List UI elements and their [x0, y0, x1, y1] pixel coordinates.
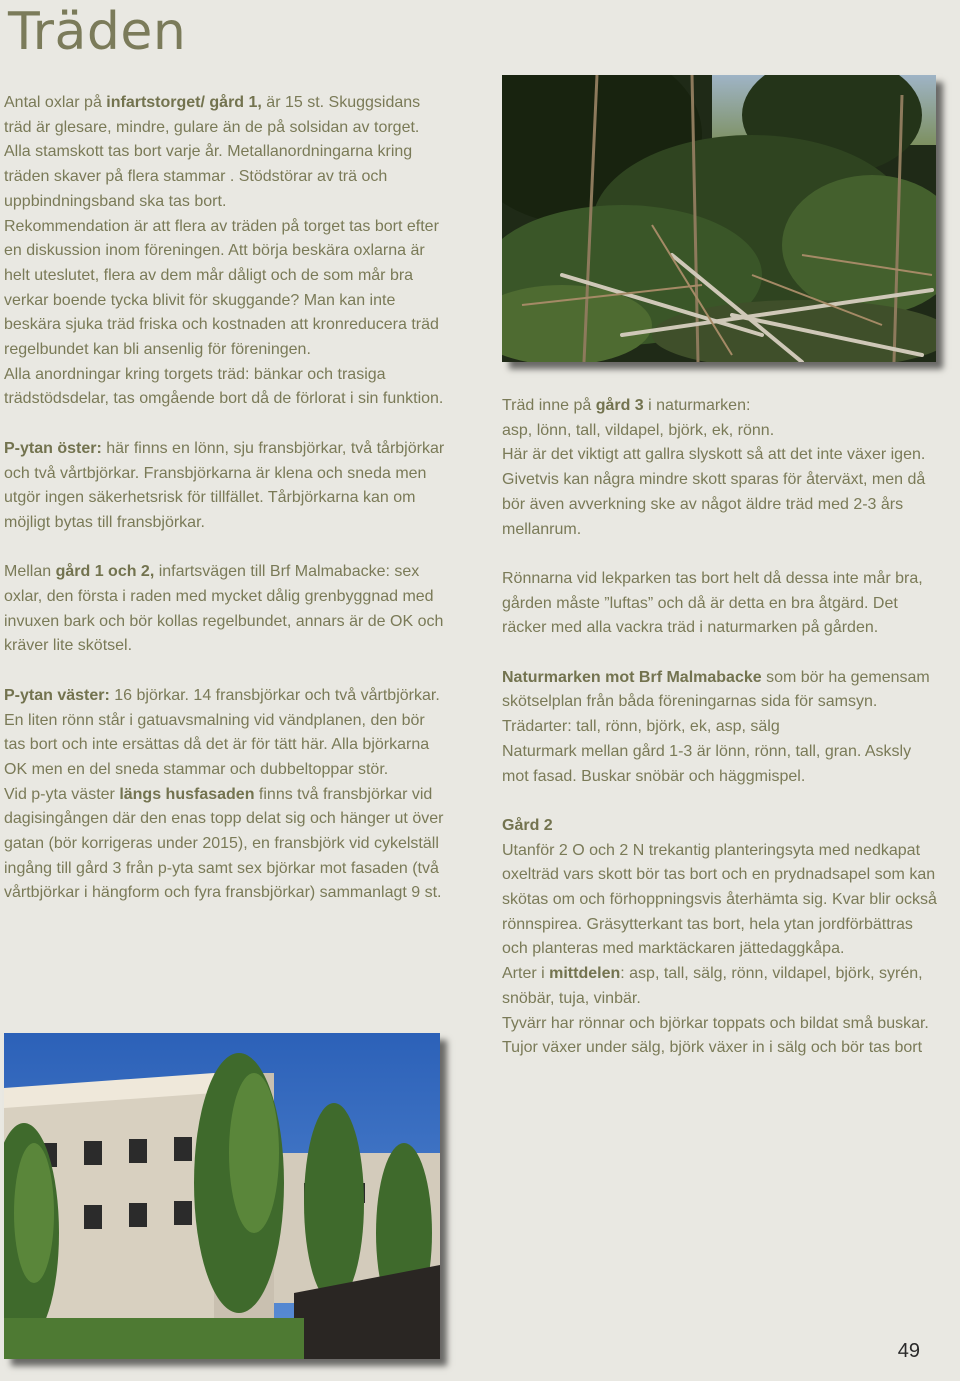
paragraph-rekommendation: Rekommendation är att flera av träden på torget tas bort efter en diskussion inom föreningen. Att börja beskära oxlarna är helt uteslutet, flera av dem mår dåligt och de som mår bra verkar boende tycka blivit för skuggande? Man kan inte beskära sjuka träd friska och kostnaden att kronreducera träd regelbundet kan bli ansenlig för föreningen.: [4, 217, 439, 359]
paragraph-utanfor: Utanför 2 O och 2 N trekantig planteringsyta med nedkapat oxelträd vars skott bör tas bort och en prydnadsapel som kan skötas om och förhoppningsvis återhämta sig. Kvar blir också rönnspirea. Gräsytterkant tas bort, hela ytan jordförbättras och planteras med marktäckaren jättedaggkåpa.: [502, 841, 937, 958]
right-text-column: [502, 394, 938, 1061]
paragraph-gard-3-heading: Träd inne på gård 3 i naturmarken:: [502, 397, 751, 414]
paragraph-tradarter: Trädarter: tall, rönn, björk, ek, asp, sälg: [502, 718, 780, 736]
paragraph-naturmark-mellan: Naturmark mellan gård 1-3 är lönn, rönn, tall, gran. Asksly mot fasad. Buskar snöbär och häggmispel.: [502, 742, 912, 785]
forest-thicket-photo: [502, 75, 936, 362]
paragraph-mittdelen: Arter i mittdelen: asp, tall, sälg, rönn, vildapel, björk, syrén, snöbär, tuja, vinbär.: [502, 965, 923, 1007]
paragraph-p-ytan-vaster: P-ytan väster: 16 björkar. 14 fransbjörkar och två vårtbjörkar. En liten rönn står i gatuavsmalning vid vändplanen, den bör tas bort och inte ersättas då det är för tätt här. Alla björkarna OK men en del sneda stammar och dubbeltoppar stör.: [4, 686, 440, 778]
paragraph-infartstorget: Antal oxlar på infartstorget/ gård 1, är 15 st. Skuggsidans träd är glesare, mindre, gulare än de på solsidan av torget. Alla stamskott tas bort varje år. Metallanordningarna kring träden skaver på flera stammar . Stödstörar av trä och uppbindningsband ska tas bort.: [4, 94, 421, 210]
paragraph-p-ytan-oster: P-ytan öster: här finns en lönn, sju fransbjörkar, två tårbjörkar och två vårtbjörkar. Fransbjörkarna är klena och sneda men utgör ingen säkerhetsrisk för tillfället. Tårbjörkarna kan om möjligt bytas till fransbjörkar.: [4, 439, 445, 531]
paragraph-mellan-gard-1-och-2: Mellan gård 1 och 2, infartsvägen till Brf Malmabacke: sex oxlar, den första i raden med mycket dålig grenbyggnad med invuxen bark och bör kollas regelbundet, annars är de OK och kräver lite skötsel.: [4, 563, 444, 655]
page-title: Träden: [8, 2, 187, 62]
section-heading-gard-2: Gård 2: [502, 816, 553, 834]
paragraph-gard-3-species: asp, lönn, tall, vildapel, björk, ek, rönn.: [502, 421, 775, 439]
paragraph-naturmarken: Naturmarken mot Brf Malmabacke som bör ha gemensam skötselplan från båda föreningarnas sida för samsyn.: [502, 668, 930, 711]
apartment-building-birch-photo: [4, 1033, 440, 1359]
paragraph-anordningar: Alla anordningar kring torgets träd: bänkar och trasiga trädstödsdelar, tas omgående bort då de förlorat i sin funktion.: [4, 365, 444, 408]
paragraph-gallra: Här är det viktigt att gallra slyskott så att det inte växer igen. Givetvis kan några mindre skott sparas för återväxt, men då bör även avverkning ske av något äldre träd med 2-3 års mellanrum.: [502, 446, 926, 538]
paragraph-langs-husfasaden: Vid p-yta väster längs husfasaden finns två fransbjörkar vid dagisingången där den enas topp delat sig och hänger ut över gatan (bör korrigeras under 2015), en fransbjörk vid cykelställ ingång till gård 3 från p-yta samt sex björkar mot fasaden (två vårtbjörkar i hängform och fyra fransbjörkar) sammanlagt 9 st.: [4, 785, 444, 902]
left-text-column: [4, 91, 446, 906]
page-number: 49: [897, 1340, 920, 1362]
paragraph-tyvarr: Tyvärr har rönnar och björkar toppats och bildat små buskar. Tujor växer under sälg, björk växer in i sälg och bör tas bort: [502, 1014, 929, 1057]
paragraph-ronnarna: Rönnarna vid lekparken tas bort helt då dessa inte mår bra, gården måste ”luftas” och då är detta en bra åtgärd. Det räcker med alla vackra träd i naturmarken på gården.: [502, 569, 923, 637]
